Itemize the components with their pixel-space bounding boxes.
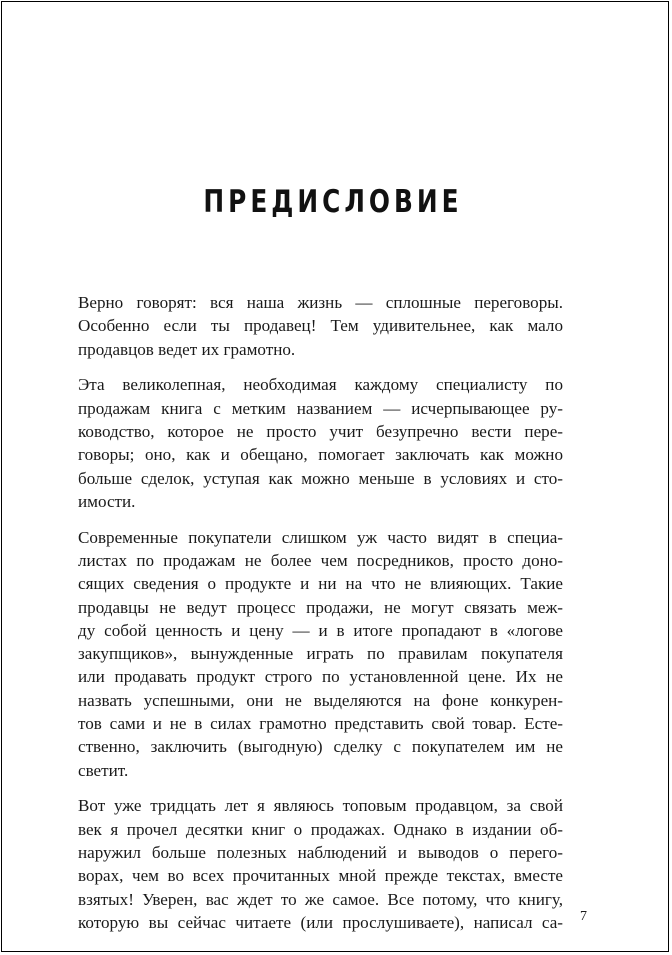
text-line: продавцы не ведут процесс продажи, не могут связать меж- — [78, 597, 563, 617]
text-line: ворах, чем во всех прочитанных мной прежде текстах, вместе — [78, 866, 563, 886]
text-line: имости. — [78, 491, 136, 511]
text-line: продажам книга с метким названием — исчерпывающее ру- — [78, 398, 563, 418]
chapter-title: ПРЕДИСЛОВИЕ — [203, 184, 463, 220]
paragraph-4 — [78, 794, 563, 934]
text-line: наружил больше полезных наблюдений и выводов о перего- — [78, 843, 563, 863]
body-text — [78, 291, 563, 947]
text-line: которую вы сейчас читаете (или прослушиваете), написал са- — [78, 912, 563, 932]
text-line: взятых! Уверен, вас ждет то же самое. Все потому, что книгу, — [78, 889, 563, 909]
text-line: Верно говорят: вся наша жизнь — сплошные переговоры. — [78, 293, 563, 312]
text-line: Современные покупатели слишком уж часто видят в специа- — [78, 527, 563, 547]
text-line: век я прочел десятки книг о продажах. Однако в издании об- — [78, 819, 563, 839]
text-line: больше сделок, уступая как можно меньше в условиях и сто- — [78, 468, 563, 488]
text-line: тов сами и не в силах грамотно представить свой товар. Есте- — [78, 714, 563, 734]
text-line: Особенно если ты продавец! Тем удивительнее, как мало — [78, 316, 563, 336]
text-line: листах по продажам не более чем посредников, просто доно- — [78, 550, 563, 570]
book-page — [1, 1, 669, 952]
text-line: говоры; оно, как и обещано, помогает заключать как можно — [78, 445, 563, 465]
text-line: Вот уже тридцать лет я являюсь топовым продавцом, за свой — [78, 796, 563, 816]
text-line: продавцов ведет их грамотно. — [78, 339, 296, 359]
text-line: ководство, которое не просто учит безупречно вести пере- — [78, 421, 563, 441]
text-line: или продавать продукт строго по установленной цене. Их не — [78, 667, 563, 687]
paragraph-2 — [78, 373, 563, 513]
text-line: ственно, заключить (выгодную) сделку с покупателем им не — [78, 737, 563, 757]
text-line: Эта великолепная, необходимая каждому специалисту по — [78, 375, 563, 395]
page-number: 7 — [580, 909, 587, 924]
text-line: ду собой ценность и цену — и в итоге пропадают в «логове — [78, 620, 563, 640]
text-line: закупщиков», вынужденные играть по правилам покупателя — [78, 644, 563, 664]
paragraph-1 — [78, 291, 563, 361]
text-line: назвать успешными, они не выделяются на фоне конкурен- — [78, 690, 563, 710]
text-line: светит. — [78, 760, 129, 780]
paragraph-3 — [78, 526, 563, 782]
text-line: сящих сведения о продукте и ни на что не влияющих. Такие — [78, 574, 563, 594]
